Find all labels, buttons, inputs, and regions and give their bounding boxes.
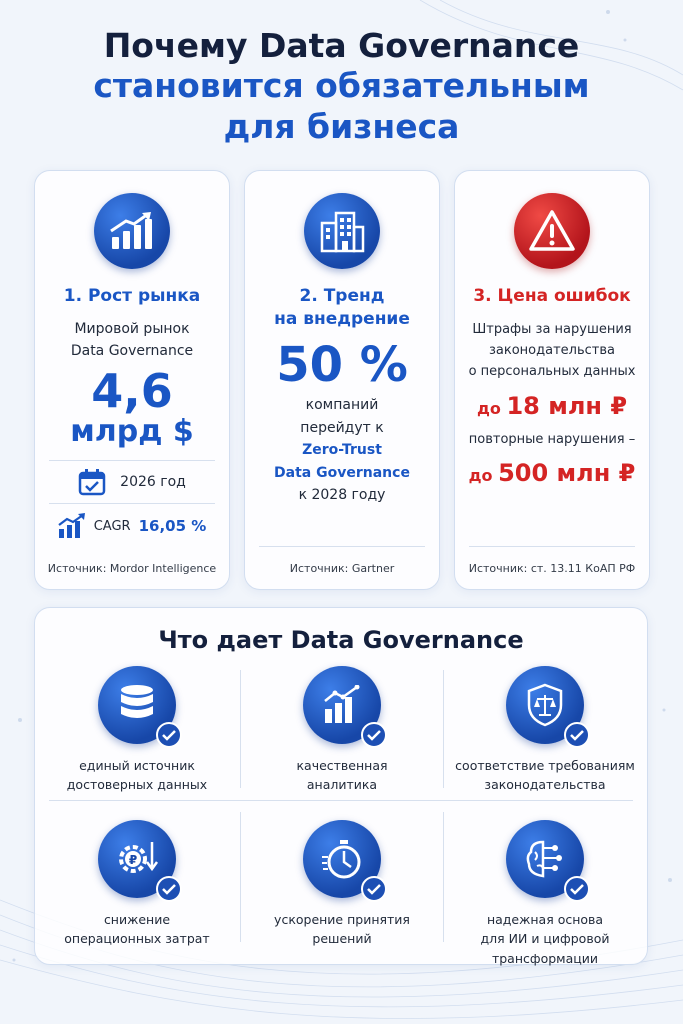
card-text-1: компаний: [305, 397, 379, 414]
bar-chart-icon: [303, 666, 381, 744]
benefit-label-line: аналитика: [306, 777, 378, 793]
benefit-item: [35, 820, 239, 949]
benefit-label-line: соответствие требованиям: [455, 758, 635, 773]
benefits-panel: [34, 607, 648, 965]
fine-2-prefix: до: [468, 466, 493, 486]
cagr-row: [35, 504, 229, 548]
percent-value: 50 %: [276, 336, 408, 393]
source-label: Источник: Mordor Intelligence: [47, 562, 217, 575]
fine-2: [455, 459, 649, 487]
ruble-gear-icon: [98, 820, 176, 898]
title-line-1: Почему Data Governance: [103, 26, 580, 65]
cagr-value: 16,05 %: [138, 517, 207, 536]
card-text-3: к 2028 году: [298, 487, 386, 504]
card-text-3: о персональных данных: [468, 363, 636, 379]
card-adoption-trend: [244, 170, 440, 590]
benefit-label: [35, 756, 239, 795]
check-icon: [564, 722, 590, 748]
fine-1-value: 18 млн ₽: [506, 392, 628, 421]
card-text-2: Data Governance: [70, 343, 194, 360]
benefit-label: [35, 910, 239, 949]
divider: [469, 546, 635, 547]
benefit-label-line: снижение: [103, 912, 171, 927]
title-line-3: для бизнеса: [223, 106, 460, 146]
benefit-label-line: законодательства: [484, 777, 606, 793]
benefit-label: [443, 910, 647, 968]
card-heading: 1. Рост рынка: [63, 286, 201, 306]
database-icon: [98, 666, 176, 744]
cagr-label: CAGR: [93, 518, 131, 534]
card-text-2: перейдут к: [300, 419, 384, 436]
card-heading: [245, 285, 439, 331]
benefit-label-line: для ИИ и цифровой: [480, 931, 610, 947]
shield-scales-icon: [506, 666, 584, 744]
check-icon: [361, 722, 387, 748]
check-icon: [156, 722, 182, 748]
benefit-label-line: качественная: [296, 758, 388, 773]
benefit-label-line: ускорение принятия: [274, 912, 410, 927]
benefit-label: [240, 910, 444, 949]
card-text-4: повторные нарушения –: [468, 432, 636, 448]
trend-chart-icon: [58, 513, 86, 539]
source-label: Источник: ст. 13.11 КоАП РФ: [468, 562, 636, 575]
year-label: 2026 год: [120, 473, 186, 490]
stopwatch-icon: [303, 820, 381, 898]
year-row: [35, 461, 229, 503]
benefit-label-line: трансформации: [491, 950, 599, 966]
growth-chart-icon: [94, 193, 170, 269]
benefit-label-line: операционных затрат: [64, 931, 210, 947]
benefit-label-line: достоверных данных: [66, 777, 208, 793]
card-text-1: Штрафы за нарушения: [472, 321, 632, 337]
card-error-cost: [454, 170, 650, 590]
card-heading-line-2: на внедрение: [274, 308, 410, 329]
source-label: Источник: Gartner: [289, 562, 395, 575]
benefit-item: [240, 820, 444, 949]
page-title: [0, 26, 683, 147]
divider: [259, 546, 425, 547]
benefit-label: [240, 756, 444, 795]
card-heading-line-1: 2. Тренд: [299, 286, 385, 306]
card-text-2: законодательства: [489, 342, 615, 358]
check-icon: [361, 876, 387, 902]
market-size-value: 4,6: [91, 363, 173, 418]
fine-1: [455, 392, 649, 420]
fine-1-prefix: до: [476, 399, 501, 419]
benefit-label-line: решений: [312, 931, 372, 947]
accent-text-2: Data Governance: [274, 464, 410, 481]
benefit-label-line: единый источник: [79, 758, 195, 773]
svg-text:₽: ₽: [128, 853, 138, 867]
title-line-2: становится обязательным: [93, 66, 590, 106]
brain-circuit-icon: [506, 820, 584, 898]
benefit-item: [443, 666, 647, 795]
benefit-item: [35, 666, 239, 795]
card-market-growth: [34, 170, 230, 590]
market-size-unit: млрд $: [70, 414, 194, 450]
benefit-item: [443, 820, 647, 968]
calendar-icon: [78, 468, 106, 496]
accent-text-1: Zero-Trust: [302, 442, 382, 459]
benefits-title: Что дает Data Governance: [158, 626, 524, 654]
check-icon: [156, 876, 182, 902]
card-heading: 3. Цена ошибок: [473, 286, 631, 306]
fine-2-value: 500 млн ₽: [498, 459, 636, 488]
warning-icon: [514, 193, 590, 269]
benefit-label-line: надежная основа: [486, 912, 604, 927]
card-text-1: Мировой рынок: [74, 320, 190, 337]
check-icon: [564, 876, 590, 902]
benefit-item: [240, 666, 444, 795]
building-icon: [304, 193, 380, 269]
divider: [49, 800, 633, 801]
benefit-label: [443, 756, 647, 795]
